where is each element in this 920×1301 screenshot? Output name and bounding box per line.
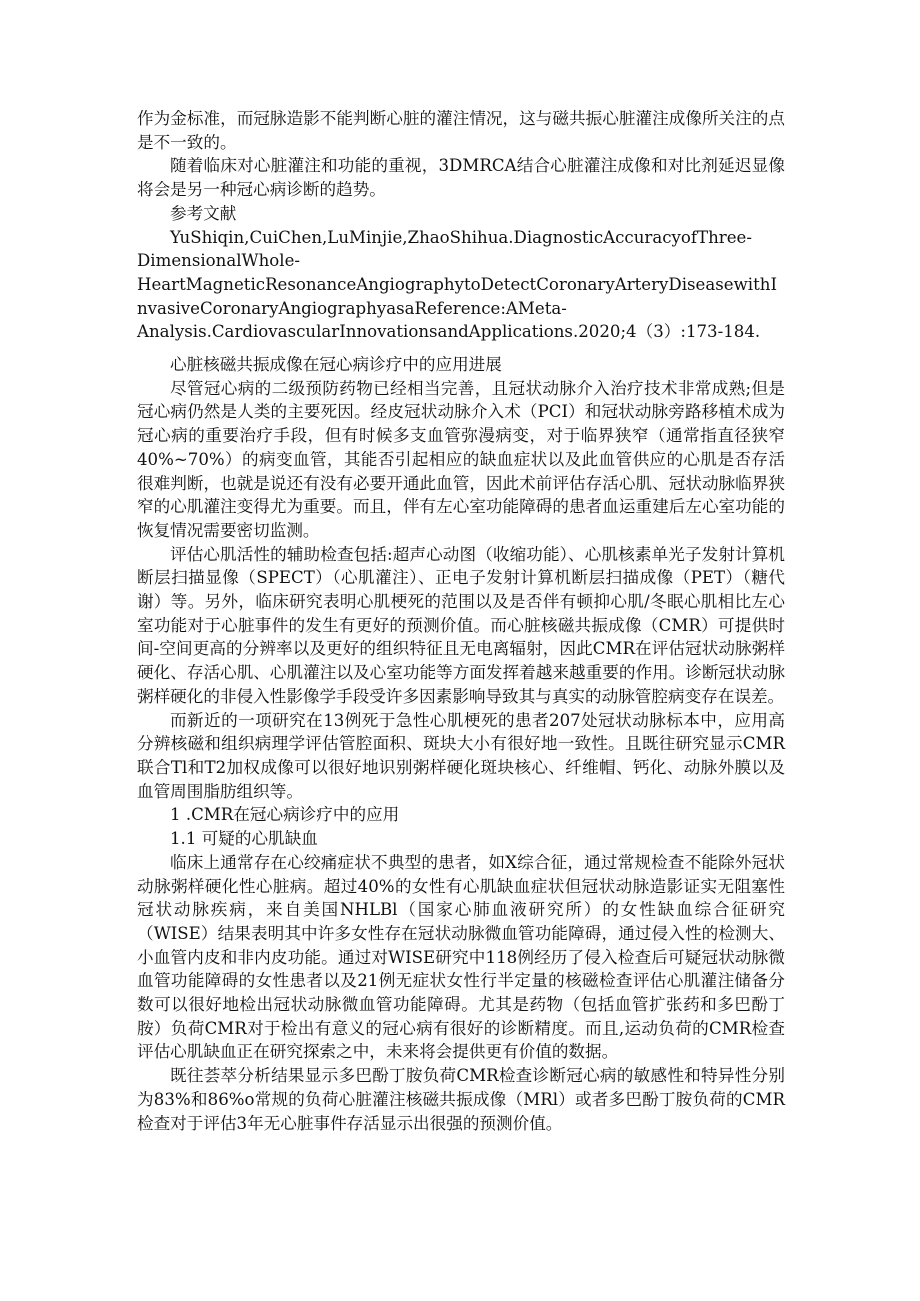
paragraph-continuation: 作为金标准，而冠脉造影不能判断心脏的灌注情况，这与磁共振心脏灌注成像所关注的点是不一致的。 bbox=[137, 109, 785, 152]
paragraph-study: 而新近的一项研究在13例死于急性心肌梗死的患者207处冠状动脉标本中，应用高分辨核磁和组织病理学评估管腔面积、斑块大小有很好地一致性。且既往研究显示CMR联合Tl和T2加权成像可以很好地识别粥样硬化斑块核心、纤维帽、钙化、动脉外膜以及血管周围脂肪组织等。 bbox=[137, 710, 785, 801]
article-title: 心脏核磁共振成像在冠心病诊疗中的应用进展 bbox=[170, 355, 502, 375]
paragraph-trend: 随着临床对心脏灌注和功能的重视，3DMRCA结合心脏灌注成像和对比剂延迟显像将会是另一种冠心病诊断的趋势。 bbox=[137, 156, 785, 200]
reference-line-2: DimensionalWhole- bbox=[137, 251, 301, 271]
references-heading: 参考文献 bbox=[170, 203, 237, 223]
paragraph-intro: 尽管冠心病的二级预防药物已经相当完善，且冠状动脉介入治疗技术非常成熟;但是冠心病仍然是人类的主要死因。经皮冠状动脉介入术（PCI）和冠状动脉旁路移植术成为冠心病的重要治疗手段，但有时候多支血管弥漫病变，对于临界狭窄（通常指直径狭窄40%~70%）的病变血管，其能否引起相应的缺血症状以及此血管供应的心肌是否存活很难判断，也就是说还有没有必要开通此血管，因此术前评估存活心肌、冠状动脉临界狭窄的心肌灌注变得尤为重要。而且，伴有左心室功能障碍的患者血运重建后左心室功能的恢复情况需要密切监测。 bbox=[137, 378, 785, 540]
paragraph-assessment: 评估心肌活性的辅助检查包括:超声心动图（收缩功能）、心肌核素单光子发射计算机断层扫描显像（SPECT）（心肌灌注）、正电子发射计算机断层扫描成像（PET）（糖代谢）等。另外，临床研究表明心肌梗死的范围以及是否伴有顿抑心肌/冬眠心肌相比左心室功能对于心脏事件的发生有更好的预测价值。而心脏核磁共振成像（CMR）可提供时间-空间更高的分辨率以及更好的组织特征且无电离辐射，因此CMR在评估冠状动脉粥样硬化、存活心肌、心肌灌注以及心室功能等方面发挥着越来越重要的作用。诊断冠状动脉粥样硬化的非侵入性影像学手段受许多因素影响导致其与真实的动脉管腔病变存在误差。 bbox=[137, 544, 785, 706]
reference-line-1: YuShiqin,CuiChen,LuMinjie,ZhaoShihua.DiagnosticAccuracyofThree- bbox=[170, 227, 752, 247]
section-heading-1-1: 1.1 可疑的心肌缺血 bbox=[170, 829, 318, 849]
reference-line-3: HeartMagneticResonanceAngiographytoDetectCoronaryArteryDiseasewithInvasiveCoronaryAngiographyasaReference:AMeta- bbox=[137, 274, 778, 318]
section-heading-1: 1 .CMR在冠心病诊疗中的应用 bbox=[170, 805, 400, 825]
paragraph-meta-analysis: 既往荟萃分析结果显示多巴酚丁胺负荷CMR检查诊断冠心病的敏感性和特异性分别为83%和86%o常规的负荷心脏灌注核磁共振成像（MRl）或者多巴酚丁胺负荷的CMR检查对于评估3年无心脏事件存活显示出很强的预测价值。 bbox=[137, 1066, 785, 1133]
document-page bbox=[137, 107, 785, 1135]
paragraph-ischemia: 临床上通常存在心绞痛症状不典型的患者，如X综合征，通过常规检查不能除外冠状动脉粥样硬化性心脏病。超过40%的女性有心肌缺血症状但冠状动脉造影证实无阻塞性冠状动脉疾病，来自美国NHLBl（国家心肺血液研究所）的女性缺血综合征研究（WISE）结果表明其中许多女性存在冠状动脉微血管功能障碍，通过侵入性的检测大、小血管内皮和非内皮功能。通过对WISE研究中118例经历了侵入检查后可疑冠状动脉微血管功能障碍的女性患者以及21例无症状女性行半定量的核磁检查评估心肌灌注储备分数可以很好地检出冠状动脉微血管功能障碍。尤其是药物（包括血管扩张药和多巴酚丁胺）负荷CMR对于检出有意义的冠心病有很好的诊断精度。而且,运动负荷的CMR检查评估心肌缺血正在研究探索之中，未来将会提供更有价值的数据。 bbox=[137, 852, 785, 1062]
reference-line-4: Analysis.CardiovascularInnovationsandApplications.2020;4（3）:173-184. bbox=[137, 322, 761, 342]
